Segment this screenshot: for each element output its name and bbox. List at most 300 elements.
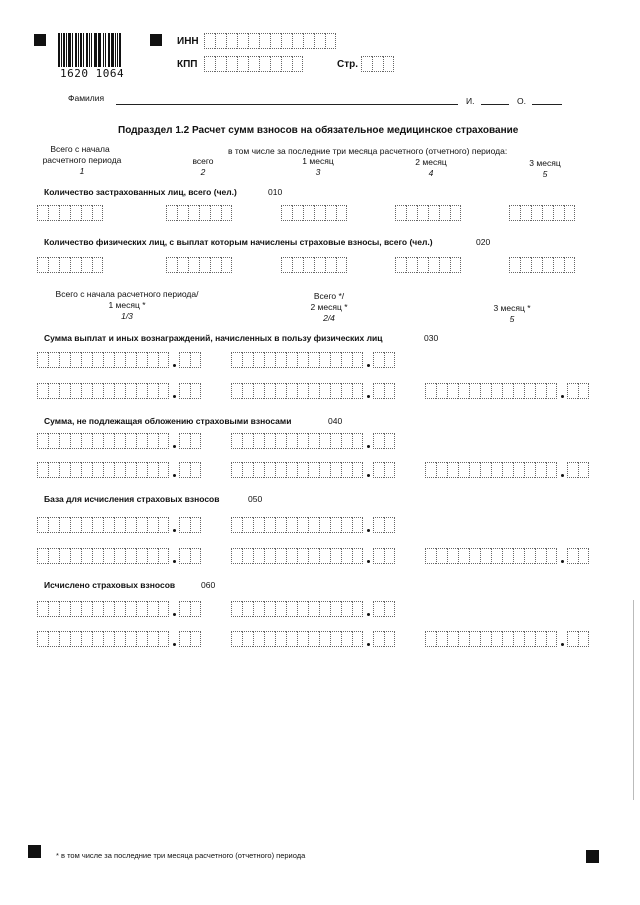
digit-cell[interactable]: [417, 205, 428, 221]
row-040-second-line2-rubles[interactable]: [231, 462, 363, 478]
digit-cell[interactable]: [231, 352, 242, 368]
digit-cell[interactable]: [210, 205, 221, 221]
row-060-second-line2-rubles[interactable]: [231, 631, 363, 647]
digit-cell[interactable]: [253, 631, 264, 647]
digit-cell[interactable]: [81, 517, 92, 533]
digit-cell[interactable]: [259, 56, 270, 72]
digit-cell[interactable]: [303, 205, 314, 221]
digit-cell[interactable]: [103, 433, 114, 449]
digit-cell[interactable]: [136, 433, 147, 449]
digit-cell[interactable]: [373, 631, 384, 647]
row-040-total-line2-rubles[interactable]: [37, 462, 169, 478]
digit-cell[interactable]: [330, 433, 341, 449]
digit-cell[interactable]: [395, 257, 406, 273]
digit-cell[interactable]: [502, 631, 513, 647]
digit-cell[interactable]: [125, 601, 136, 617]
digit-cell[interactable]: [158, 601, 169, 617]
digit-cell[interactable]: [286, 548, 297, 564]
digit-cell[interactable]: [447, 631, 458, 647]
digit-cell[interactable]: [242, 601, 253, 617]
digit-cell[interactable]: [336, 257, 347, 273]
digit-cell[interactable]: [458, 548, 469, 564]
digit-cell[interactable]: [524, 548, 535, 564]
digit-cell[interactable]: [373, 548, 384, 564]
digit-cell[interactable]: [319, 352, 330, 368]
digit-cell[interactable]: [264, 631, 275, 647]
digit-cell[interactable]: [264, 548, 275, 564]
digit-cell[interactable]: [231, 383, 242, 399]
digit-cell[interactable]: [81, 601, 92, 617]
digit-cell[interactable]: [103, 462, 114, 478]
digit-cell[interactable]: [242, 462, 253, 478]
digit-cell[interactable]: [147, 433, 158, 449]
digit-cell[interactable]: [231, 601, 242, 617]
digit-cell[interactable]: [158, 352, 169, 368]
digit-cell[interactable]: [190, 352, 201, 368]
digit-cell[interactable]: [336, 205, 347, 221]
digit-cell[interactable]: [417, 257, 428, 273]
digit-cell[interactable]: [92, 548, 103, 564]
digit-cell[interactable]: [59, 548, 70, 564]
surname-field[interactable]: [116, 104, 458, 105]
inn-field[interactable]: [204, 33, 336, 49]
digit-cell[interactable]: [458, 631, 469, 647]
digit-cell[interactable]: [158, 548, 169, 564]
digit-cell[interactable]: [221, 205, 232, 221]
digit-cell[interactable]: [352, 433, 363, 449]
digit-cell[interactable]: [136, 548, 147, 564]
digit-cell[interactable]: [48, 631, 59, 647]
digit-cell[interactable]: [330, 383, 341, 399]
digit-cell[interactable]: [308, 433, 319, 449]
digit-cell[interactable]: [546, 631, 557, 647]
digit-cell[interactable]: [59, 631, 70, 647]
digit-cell[interactable]: [325, 33, 336, 49]
row-050-second-line2-kopecks[interactable]: [373, 548, 395, 564]
digit-cell[interactable]: [275, 462, 286, 478]
digit-cell[interactable]: [297, 631, 308, 647]
digit-cell[interactable]: [136, 601, 147, 617]
digit-cell[interactable]: [253, 383, 264, 399]
digit-cell[interactable]: [352, 548, 363, 564]
digit-cell[interactable]: [524, 383, 535, 399]
digit-cell[interactable]: [147, 352, 158, 368]
digit-cell[interactable]: [92, 352, 103, 368]
row-030-second-line2-kopecks[interactable]: [373, 383, 395, 399]
digit-cell[interactable]: [81, 462, 92, 478]
digit-cell[interactable]: [188, 205, 199, 221]
digit-cell[interactable]: [303, 33, 314, 49]
digit-cell[interactable]: [179, 601, 190, 617]
digit-cell[interactable]: [177, 205, 188, 221]
digit-cell[interactable]: [37, 548, 48, 564]
digit-cell[interactable]: [147, 462, 158, 478]
digit-cell[interactable]: [103, 517, 114, 533]
row-010-col5-field[interactable]: [509, 205, 575, 221]
digit-cell[interactable]: [330, 601, 341, 617]
digit-cell[interactable]: [520, 257, 531, 273]
digit-cell[interactable]: [70, 548, 81, 564]
digit-cell[interactable]: [384, 383, 395, 399]
digit-cell[interactable]: [237, 56, 248, 72]
digit-cell[interactable]: [114, 548, 125, 564]
digit-cell[interactable]: [48, 433, 59, 449]
digit-cell[interactable]: [59, 205, 70, 221]
digit-cell[interactable]: [509, 257, 520, 273]
digit-cell[interactable]: [125, 517, 136, 533]
row-060-total-line1-rubles[interactable]: [37, 601, 169, 617]
digit-cell[interactable]: [513, 383, 524, 399]
digit-cell[interactable]: [199, 257, 210, 273]
digit-cell[interactable]: [158, 462, 169, 478]
digit-cell[interactable]: [458, 462, 469, 478]
digit-cell[interactable]: [491, 462, 502, 478]
digit-cell[interactable]: [179, 433, 190, 449]
digit-cell[interactable]: [319, 433, 330, 449]
digit-cell[interactable]: [92, 462, 103, 478]
digit-cell[interactable]: [199, 205, 210, 221]
digit-cell[interactable]: [37, 383, 48, 399]
digit-cell[interactable]: [469, 462, 480, 478]
digit-cell[interactable]: [297, 383, 308, 399]
digit-cell[interactable]: [179, 631, 190, 647]
digit-cell[interactable]: [425, 462, 436, 478]
digit-cell[interactable]: [341, 433, 352, 449]
digit-cell[interactable]: [373, 462, 384, 478]
digit-cell[interactable]: [341, 383, 352, 399]
digit-cell[interactable]: [281, 257, 292, 273]
digit-cell[interactable]: [242, 383, 253, 399]
digit-cell[interactable]: [259, 33, 270, 49]
digit-cell[interactable]: [330, 631, 341, 647]
digit-cell[interactable]: [308, 601, 319, 617]
digit-cell[interactable]: [125, 548, 136, 564]
row-030-total-line1-kopecks[interactable]: [179, 352, 201, 368]
digit-cell[interactable]: [450, 205, 461, 221]
digit-cell[interactable]: [281, 33, 292, 49]
digit-cell[interactable]: [81, 548, 92, 564]
digit-cell[interactable]: [215, 56, 226, 72]
digit-cell[interactable]: [372, 56, 383, 72]
digit-cell[interactable]: [59, 433, 70, 449]
digit-cell[interactable]: [92, 601, 103, 617]
digit-cell[interactable]: [253, 352, 264, 368]
digit-cell[interactable]: [564, 257, 575, 273]
digit-cell[interactable]: [480, 462, 491, 478]
digit-cell[interactable]: [275, 517, 286, 533]
digit-cell[interactable]: [373, 601, 384, 617]
digit-cell[interactable]: [136, 352, 147, 368]
digit-cell[interactable]: [384, 548, 395, 564]
digit-cell[interactable]: [190, 631, 201, 647]
digit-cell[interactable]: [553, 205, 564, 221]
digit-cell[interactable]: [406, 205, 417, 221]
digit-cell[interactable]: [253, 517, 264, 533]
digit-cell[interactable]: [341, 601, 352, 617]
digit-cell[interactable]: [231, 433, 242, 449]
digit-cell[interactable]: [190, 383, 201, 399]
digit-cell[interactable]: [436, 631, 447, 647]
digit-cell[interactable]: [535, 383, 546, 399]
digit-cell[interactable]: [48, 517, 59, 533]
row-030-total-line2-rubles[interactable]: [37, 383, 169, 399]
digit-cell[interactable]: [319, 517, 330, 533]
digit-cell[interactable]: [264, 383, 275, 399]
digit-cell[interactable]: [188, 257, 199, 273]
row-040-second-line1-rubles[interactable]: [231, 433, 363, 449]
digit-cell[interactable]: [281, 205, 292, 221]
digit-cell[interactable]: [319, 548, 330, 564]
digit-cell[interactable]: [103, 548, 114, 564]
digit-cell[interactable]: [303, 257, 314, 273]
digit-cell[interactable]: [383, 56, 394, 72]
digit-cell[interactable]: [147, 383, 158, 399]
row-050-total-line2-kopecks[interactable]: [179, 548, 201, 564]
digit-cell[interactable]: [513, 631, 524, 647]
digit-cell[interactable]: [292, 257, 303, 273]
digit-cell[interactable]: [480, 631, 491, 647]
digit-cell[interactable]: [231, 517, 242, 533]
digit-cell[interactable]: [248, 33, 259, 49]
digit-cell[interactable]: [275, 631, 286, 647]
digit-cell[interactable]: [125, 462, 136, 478]
digit-cell[interactable]: [92, 205, 103, 221]
digit-cell[interactable]: [37, 601, 48, 617]
digit-cell[interactable]: [469, 631, 480, 647]
row-030-second-line1-kopecks[interactable]: [373, 352, 395, 368]
digit-cell[interactable]: [204, 33, 215, 49]
digit-cell[interactable]: [210, 257, 221, 273]
digit-cell[interactable]: [491, 548, 502, 564]
digit-cell[interactable]: [524, 631, 535, 647]
digit-cell[interactable]: [158, 631, 169, 647]
digit-cell[interactable]: [114, 631, 125, 647]
digit-cell[interactable]: [231, 462, 242, 478]
digit-cell[interactable]: [275, 383, 286, 399]
digit-cell[interactable]: [103, 601, 114, 617]
row-050-total-line2-rubles[interactable]: [37, 548, 169, 564]
digit-cell[interactable]: [384, 352, 395, 368]
page-number-field[interactable]: [361, 56, 394, 72]
digit-cell[interactable]: [70, 631, 81, 647]
row-060-second-line1-rubles[interactable]: [231, 601, 363, 617]
row-030-second-line1-rubles[interactable]: [231, 352, 363, 368]
digit-cell[interactable]: [48, 462, 59, 478]
digit-cell[interactable]: [502, 383, 513, 399]
digit-cell[interactable]: [70, 352, 81, 368]
row-040-total-line2-kopecks[interactable]: [179, 462, 201, 478]
digit-cell[interactable]: [578, 548, 589, 564]
digit-cell[interactable]: [190, 601, 201, 617]
row-050-total-line1-rubles[interactable]: [37, 517, 169, 533]
digit-cell[interactable]: [458, 383, 469, 399]
digit-cell[interactable]: [567, 548, 578, 564]
row-050-second-line2-rubles[interactable]: [231, 548, 363, 564]
digit-cell[interactable]: [190, 517, 201, 533]
digit-cell[interactable]: [546, 548, 557, 564]
digit-cell[interactable]: [352, 601, 363, 617]
digit-cell[interactable]: [231, 631, 242, 647]
digit-cell[interactable]: [281, 56, 292, 72]
row-050-second-line1-rubles[interactable]: [231, 517, 363, 533]
digit-cell[interactable]: [546, 383, 557, 399]
digit-cell[interactable]: [425, 383, 436, 399]
digit-cell[interactable]: [341, 352, 352, 368]
digit-cell[interactable]: [59, 352, 70, 368]
digit-cell[interactable]: [125, 352, 136, 368]
digit-cell[interactable]: [319, 383, 330, 399]
row-010-col2-field[interactable]: [166, 205, 232, 221]
digit-cell[interactable]: [564, 205, 575, 221]
digit-cell[interactable]: [264, 601, 275, 617]
digit-cell[interactable]: [352, 631, 363, 647]
digit-cell[interactable]: [502, 462, 513, 478]
digit-cell[interactable]: [373, 352, 384, 368]
digit-cell[interactable]: [542, 205, 553, 221]
digit-cell[interactable]: [264, 517, 275, 533]
digit-cell[interactable]: [542, 257, 553, 273]
row-050-third-rubles[interactable]: [425, 548, 557, 564]
initial-i-field[interactable]: [481, 104, 509, 105]
initial-o-field[interactable]: [532, 104, 562, 105]
row-040-total-line1-kopecks[interactable]: [179, 433, 201, 449]
row-040-second-line1-kopecks[interactable]: [373, 433, 395, 449]
digit-cell[interactable]: [81, 631, 92, 647]
digit-cell[interactable]: [319, 462, 330, 478]
digit-cell[interactable]: [81, 352, 92, 368]
digit-cell[interactable]: [297, 601, 308, 617]
digit-cell[interactable]: [125, 383, 136, 399]
row-010-col3-field[interactable]: [281, 205, 347, 221]
row-060-total-line2-kopecks[interactable]: [179, 631, 201, 647]
digit-cell[interactable]: [319, 631, 330, 647]
digit-cell[interactable]: [242, 517, 253, 533]
row-040-third-kopecks[interactable]: [567, 462, 589, 478]
digit-cell[interactable]: [436, 383, 447, 399]
digit-cell[interactable]: [231, 548, 242, 564]
digit-cell[interactable]: [436, 462, 447, 478]
digit-cell[interactable]: [531, 205, 542, 221]
digit-cell[interactable]: [37, 517, 48, 533]
row-020-col1-field[interactable]: [37, 257, 103, 273]
digit-cell[interactable]: [428, 257, 439, 273]
digit-cell[interactable]: [308, 517, 319, 533]
digit-cell[interactable]: [491, 383, 502, 399]
digit-cell[interactable]: [325, 205, 336, 221]
digit-cell[interactable]: [546, 462, 557, 478]
digit-cell[interactable]: [103, 352, 114, 368]
digit-cell[interactable]: [469, 548, 480, 564]
digit-cell[interactable]: [567, 462, 578, 478]
digit-cell[interactable]: [92, 631, 103, 647]
row-010-col1-field[interactable]: [37, 205, 103, 221]
digit-cell[interactable]: [395, 205, 406, 221]
digit-cell[interactable]: [81, 383, 92, 399]
digit-cell[interactable]: [177, 257, 188, 273]
digit-cell[interactable]: [297, 433, 308, 449]
row-060-third-kopecks[interactable]: [567, 631, 589, 647]
digit-cell[interactable]: [242, 433, 253, 449]
digit-cell[interactable]: [341, 631, 352, 647]
digit-cell[interactable]: [297, 462, 308, 478]
row-010-col4-field[interactable]: [395, 205, 461, 221]
digit-cell[interactable]: [578, 462, 589, 478]
digit-cell[interactable]: [275, 548, 286, 564]
digit-cell[interactable]: [59, 601, 70, 617]
digit-cell[interactable]: [158, 517, 169, 533]
digit-cell[interactable]: [158, 433, 169, 449]
digit-cell[interactable]: [292, 33, 303, 49]
digit-cell[interactable]: [70, 433, 81, 449]
digit-cell[interactable]: [264, 433, 275, 449]
kpp-field[interactable]: [204, 56, 303, 72]
digit-cell[interactable]: [179, 517, 190, 533]
digit-cell[interactable]: [37, 631, 48, 647]
digit-cell[interactable]: [81, 433, 92, 449]
digit-cell[interactable]: [531, 257, 542, 273]
digit-cell[interactable]: [373, 433, 384, 449]
digit-cell[interactable]: [264, 352, 275, 368]
row-020-col3-field[interactable]: [281, 257, 347, 273]
digit-cell[interactable]: [447, 462, 458, 478]
digit-cell[interactable]: [436, 548, 447, 564]
digit-cell[interactable]: [270, 56, 281, 72]
digit-cell[interactable]: [147, 548, 158, 564]
digit-cell[interactable]: [286, 517, 297, 533]
digit-cell[interactable]: [147, 601, 158, 617]
row-060-total-line1-kopecks[interactable]: [179, 601, 201, 617]
digit-cell[interactable]: [341, 517, 352, 533]
digit-cell[interactable]: [275, 601, 286, 617]
digit-cell[interactable]: [425, 548, 436, 564]
digit-cell[interactable]: [297, 517, 308, 533]
digit-cell[interactable]: [48, 601, 59, 617]
digit-cell[interactable]: [242, 548, 253, 564]
digit-cell[interactable]: [341, 462, 352, 478]
digit-cell[interactable]: [384, 433, 395, 449]
row-060-second-line1-kopecks[interactable]: [373, 601, 395, 617]
row-030-third-kopecks[interactable]: [567, 383, 589, 399]
digit-cell[interactable]: [59, 462, 70, 478]
digit-cell[interactable]: [48, 352, 59, 368]
row-020-col5-field[interactable]: [509, 257, 575, 273]
digit-cell[interactable]: [520, 205, 531, 221]
digit-cell[interactable]: [136, 631, 147, 647]
digit-cell[interactable]: [480, 383, 491, 399]
digit-cell[interactable]: [314, 33, 325, 49]
digit-cell[interactable]: [297, 352, 308, 368]
digit-cell[interactable]: [147, 631, 158, 647]
digit-cell[interactable]: [275, 352, 286, 368]
digit-cell[interactable]: [286, 433, 297, 449]
digit-cell[interactable]: [480, 548, 491, 564]
digit-cell[interactable]: [292, 205, 303, 221]
digit-cell[interactable]: [524, 462, 535, 478]
digit-cell[interactable]: [59, 257, 70, 273]
digit-cell[interactable]: [319, 601, 330, 617]
digit-cell[interactable]: [248, 56, 259, 72]
digit-cell[interactable]: [179, 352, 190, 368]
row-060-total-line2-rubles[interactable]: [37, 631, 169, 647]
digit-cell[interactable]: [114, 352, 125, 368]
digit-cell[interactable]: [204, 56, 215, 72]
digit-cell[interactable]: [439, 205, 450, 221]
digit-cell[interactable]: [136, 462, 147, 478]
digit-cell[interactable]: [70, 462, 81, 478]
digit-cell[interactable]: [330, 462, 341, 478]
digit-cell[interactable]: [92, 517, 103, 533]
row-020-col4-field[interactable]: [395, 257, 461, 273]
